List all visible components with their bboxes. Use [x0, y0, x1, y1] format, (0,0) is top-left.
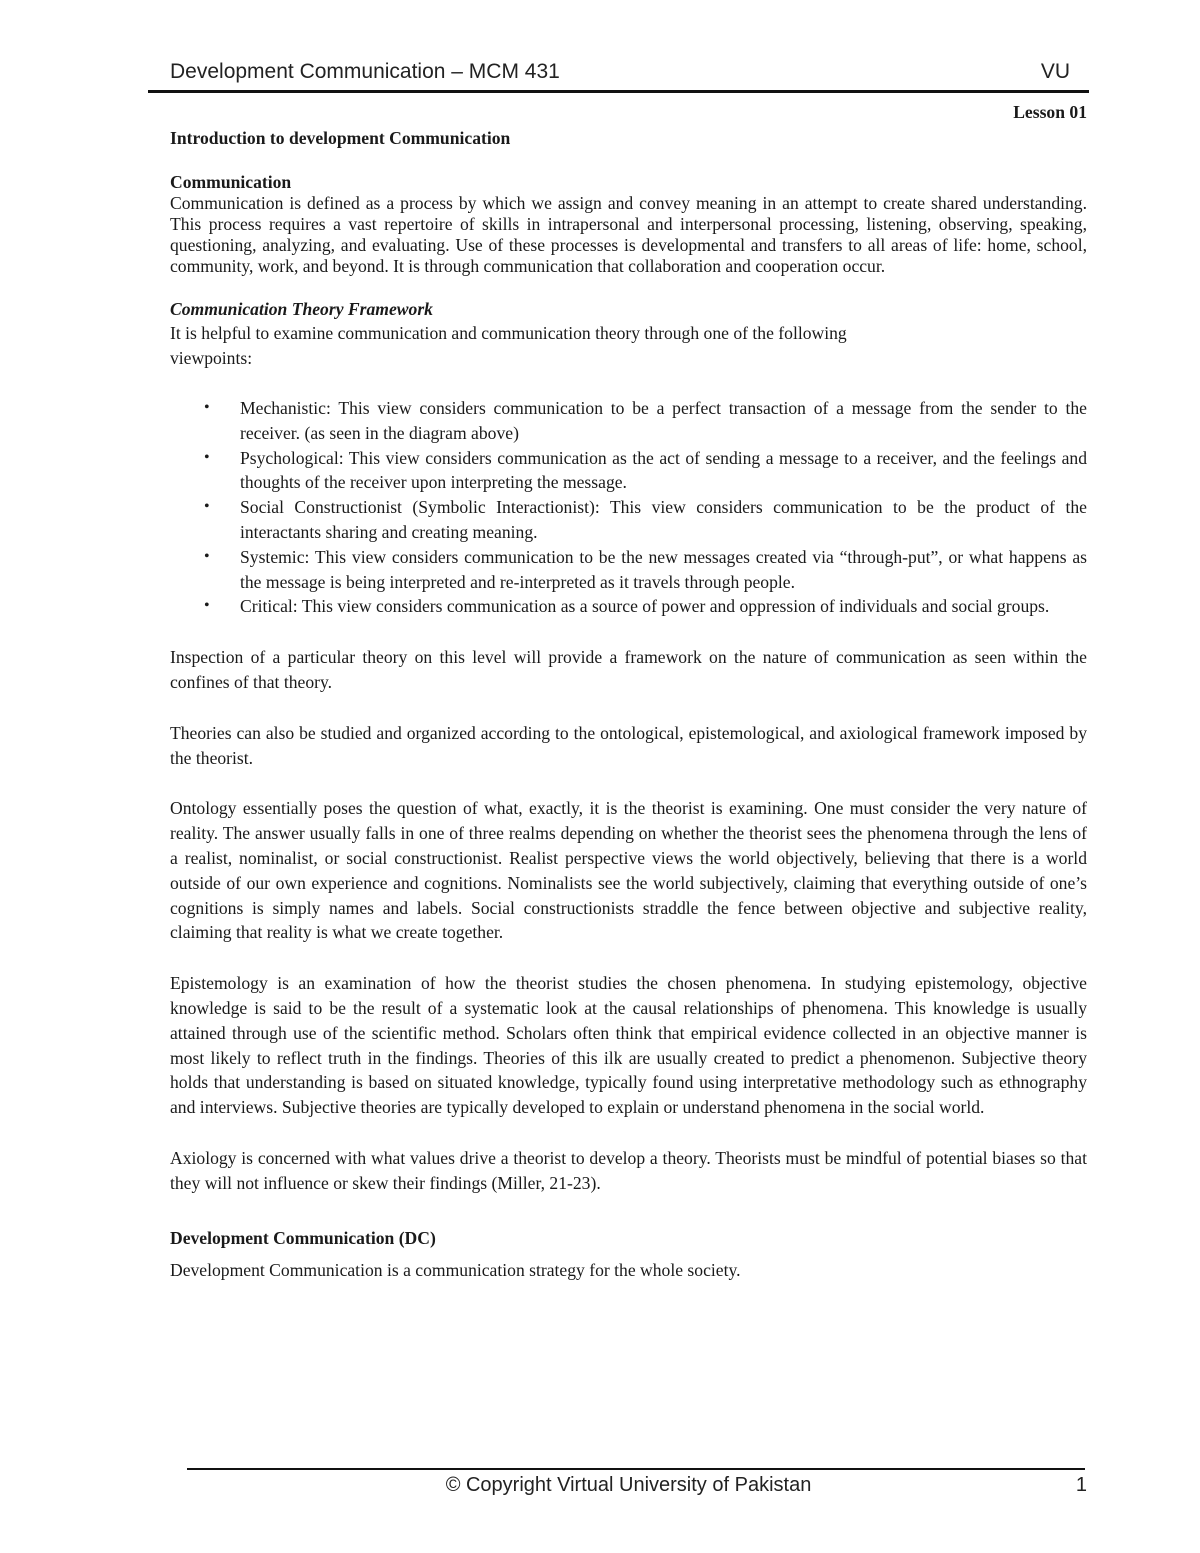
framework-intro-line-1: It is helpful to examine communication and communication theory through one of the following [170, 323, 847, 343]
viewpoint-social-constructionist: Social Constructionist (Symbolic Interactionist): This view considers communication to be the product of the interactants sharing and creating meaning. [240, 497, 1087, 542]
page-footer [170, 1472, 1087, 1502]
viewpoint-psychological: Psychological: This view considers communication as the act of sending a message to a receiver, and the feelings and thoughts of the receiver upon interpreting the message. [240, 447, 1087, 493]
list-item [170, 495, 1087, 545]
institution-label: VU [1040, 60, 1070, 83]
paragraph-ontology: Ontology essentially poses the question of what, exactly, it is the theorist is examining. One must consider the very nature of reality. The answer usually falls in one of three realms depending on whether the theorist sees the phenomena through the lens of a realist, nominalist, or social constructionist. Realist perspective views the world objectively, believing that there is a world outside of our own experience and cognitions. Nominalists see the world subjectively, claiming that everything outside of one’s cognitions is simply names and labels. Social constructionists straddle the fence between objective and subjective reality, claiming that reality is what we create together. [170, 798, 1087, 943]
copyright-notice: © Copyright Virtual University of Pakistan [445, 1474, 812, 1496]
framework-intro-line-2: viewpoints: [170, 348, 253, 368]
bullet-icon: • [204, 597, 210, 615]
viewpoint-critical: Critical: This view considers communication as a source of power and oppression of individuals and social groups. [240, 596, 1050, 617]
bullet-icon: • [204, 547, 210, 565]
page-header [170, 56, 1070, 90]
communication-heading: Communication [170, 172, 292, 192]
viewpoint-mechanistic: Mechanistic: This view considers communication to be a perfect transaction of a message from the sender to the receiver. (as seen in the diagram above) [240, 398, 1087, 443]
page-content [170, 100, 1087, 1282]
framework-intro [170, 321, 1087, 371]
page-title: Introduction to development Communication [170, 128, 511, 148]
list-item [170, 594, 1087, 619]
development-communication-heading: Development Communication (DC) [170, 1227, 436, 1248]
paragraph-inspection: Inspection of a particular theory on this level will provide a framework on the nature of communication as seen within the confines of that theory. [170, 647, 1087, 692]
paragraph-theories: Theories can also be studied and organized according to the ontological, epistemological, and axiological framework imposed by the theorist. [170, 722, 1087, 768]
footer-rule [187, 1468, 1085, 1470]
course-title: Development Communication – MCM 431 [170, 60, 560, 83]
development-communication-text: Development Communication is a communication strategy for the whole society. [170, 1259, 741, 1280]
lesson-label: Lesson 01 [1013, 102, 1087, 122]
bullet-icon: • [204, 399, 210, 416]
paragraph-epistemology: Epistemology is an examination of how the theorist studies the chosen phenomena. In studying epistemology, objective knowledge is said to be the result of a systematic look at the causal relationships of phenomena. This knowledge is usually attained through use of the scientific method. Scholars often think that empirical evidence collected in an objective manner is most likely to reflect truth in the findings. Theories of this ilk are usually created to predict a phenomenon. Subjective theory holds that understanding is based on situated knowledge, typically found using interpretative methodology such as ethnography and interviews. Subjective theories are typically developed to explain or understand phenomena in the social world. [170, 973, 1087, 1118]
list-item [170, 396, 1087, 446]
list-item [170, 545, 1087, 595]
bullet-icon: • [204, 448, 210, 466]
viewpoint-systemic: Systemic: This view considers communication to be the new messages created via “through-put”, or what happens as the message is being interpreted and re-interpreted as it travels through people. [240, 546, 1087, 592]
communication-definition: Communication is defined as a process by which we assign and convey meaning in an attempt to create shared understanding. This process requires a vast repertoire of skills in intrapersonal and interpersonal processing, listening, observing, speaking, questioning, analyzing, and evaluating. Use of these processes is developmental and transfers to all areas of life: home, school, community, work, and beyond. It is through communication that collaboration and cooperation occur. [170, 193, 1087, 276]
list-item [170, 446, 1087, 496]
page-number: 1 [1075, 1474, 1087, 1496]
header-rule [148, 90, 1089, 93]
paragraph-axiology: Axiology is concerned with what values drive a theorist to develop a theory. Theorists must be mindful of potential biases so that they will not influence or skew their findings (Miller, 21-23). [170, 1147, 1087, 1193]
viewpoints-list [170, 396, 1087, 619]
framework-heading: Communication Theory Framework [170, 299, 433, 319]
bullet-icon: • [204, 498, 210, 516]
